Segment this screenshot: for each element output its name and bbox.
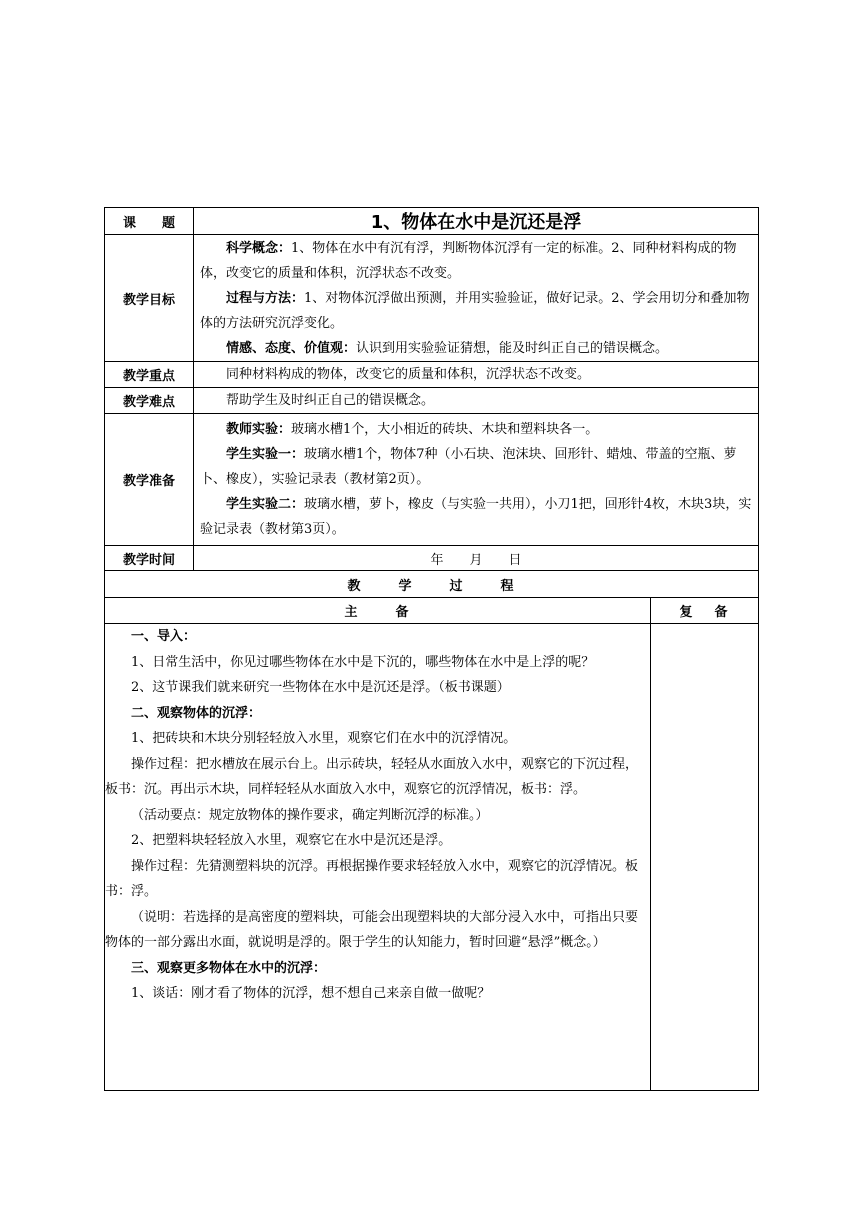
goal-science-concept: 科学概念：1、物体在水中有沉有浮，判断物体沉浮有一定的标准。2、同种材料构成的物体，改变它的质量和体积，沉浮状态不改变。	[200, 240, 737, 281]
prep-label: 教学准备	[105, 414, 194, 546]
review-prep-column-header: 复 备	[651, 598, 759, 624]
lesson-title: 1、物体在水中是沉还是浮	[194, 208, 759, 235]
process-line: （活动要点：规定放物体的操作要求，确定判断沉浮的标准。）	[131, 807, 489, 823]
key-point-cell	[194, 362, 759, 388]
prep-cell	[194, 414, 759, 546]
process-line: 1、把砖块和木块分别轻轻放入水里，观察它们在水中的沉浮情况。	[131, 731, 517, 746]
difficulty-label: 教学难点	[105, 388, 194, 414]
prep-student-experiment-1: 学生实验一：玻璃水槽1个，物体7种（小石块、泡沫块、回形针、蜡烛、带盖的空瓶、萝卜、橡皮），实验记录表（教材第2页）。	[200, 447, 737, 487]
process-line: 2、这节课我们就来研究一些物体在水中是沉还是浮。（板书课题）	[131, 680, 510, 695]
main-prep-column-header: 主 备	[105, 598, 651, 624]
goals-label: 教学目标	[105, 235, 194, 362]
goal-process-method: 过程与方法：1、对物体沉浮做出预测，并用实验验证，做好记录。2、学会用切分和叠加物体的方法研究沉浮变化。	[200, 290, 750, 331]
key-point-label: 教学重点	[105, 362, 194, 388]
prep-student-experiment-2: 学生实验二：玻璃水槽，萝卜，橡皮（与实验一共用），小刀1把，回形针4枚，木块3块，实验记录表（教材第3页）。	[200, 497, 752, 537]
goal-attitude-values: 情感、态度、价值观：认识到用实验验证猜想，能及时纠正自己的错误概念。	[226, 340, 669, 356]
goals-cell	[194, 235, 759, 362]
time-label: 教学时间	[105, 546, 194, 571]
process-line: 操作过程：把水槽放在展示台上。出示砖块，轻轻从水面放入水中，观察它的下沉过程，板书：沉。再出示木块，同样轻轻从水面放入水中，观察它的沉浮情况，板书：浮。	[105, 756, 639, 797]
process-line: 2、把塑料块轻轻放入水里，观察它在水中是沉还是浮。	[131, 833, 452, 848]
section-intro-heading: 一、导入：	[131, 629, 197, 644]
lesson-plan-page	[104, 207, 758, 1091]
review-prep-content	[651, 624, 759, 1091]
topic-label: 课 题	[105, 208, 194, 235]
process-line: 1、谈话：刚才看了物体的沉浮，想不想自己来亲自做一做呢？	[131, 986, 491, 1001]
lesson-info-table	[104, 207, 759, 1091]
process-line: 1、日常生活中，你见过哪些物体在水中是下沉的，哪些物体在水中是上浮的呢？	[131, 654, 595, 670]
process-heading: 教 学 过 程	[105, 571, 759, 598]
process-line: 操作过程：先猜测塑料块的沉浮。再根据操作要求轻轻放入水中，观察它的沉浮情况。板书：浮。	[105, 858, 639, 899]
main-prep-content	[105, 624, 651, 1091]
difficulty-cell	[194, 388, 759, 414]
section-more-objects-heading: 三、观察更多物体在水中的沉浮：	[131, 960, 327, 976]
key-point-text: 同种材料构成的物体，改变它的质量和体积，沉浮状态不改变。	[226, 367, 591, 382]
process-line: （说明：若选择的是高密度的塑料块，可能会出现塑料块的大部分浸入水中，可指出只要物体的一部分露出水面，就说明是浮的。限于学生的认知能力，暂时回避“悬浮”概念。）	[105, 909, 639, 950]
section-observe-heading: 二、观察物体的沉浮：	[131, 705, 262, 721]
time-value: 年 月 日	[194, 546, 759, 571]
prep-teacher-experiment: 教师实验：玻璃水槽1个，大小相近的砖块、木块和塑料块各一。	[226, 422, 599, 437]
difficulty-text: 帮助学生及时纠正自己的错误概念。	[226, 393, 435, 408]
